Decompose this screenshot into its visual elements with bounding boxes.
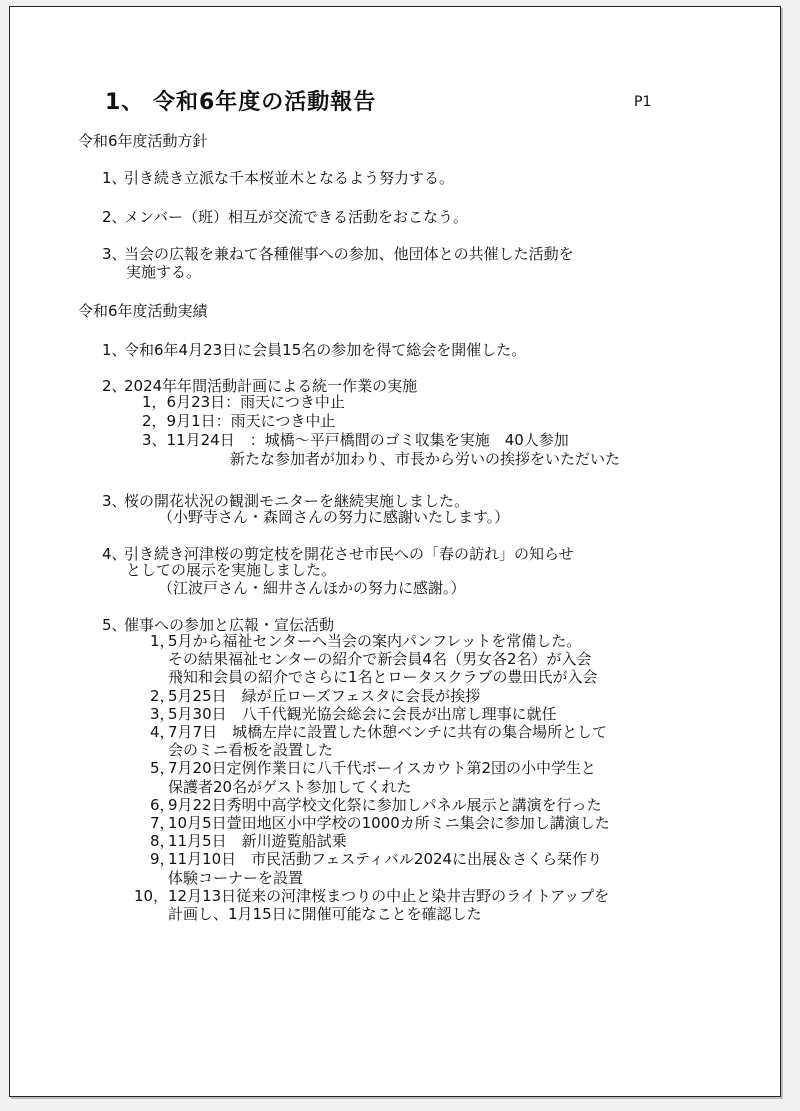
line-text: 7月7日 城橋左岸に設置した休憩ベンチに共有の集合場所として (168, 723, 608, 741)
line-text: 9月22日秀明中高学校文化祭に参加しパネル展示と講演を行った (168, 795, 602, 814)
results-item-5-line (168, 869, 303, 887)
results-item-5-line (150, 705, 557, 723)
results-item-2-sub-3: 3、11月24日 ：城橋～平戸橋間のゴミ収集を実施 40人参加 (142, 431, 569, 449)
results-item-5-line (150, 832, 347, 850)
results-item-1 (102, 339, 526, 360)
line-number: 2， (150, 686, 175, 705)
line-text: 11月5日 新川遊覧船試乗 (168, 832, 347, 851)
results-item-5-line (150, 687, 480, 705)
results-item-2-sub-1: 1，6月23日：雨天につき中止 (142, 393, 345, 411)
results-item-4-continuation: としての展示を実施しました。 (126, 561, 337, 579)
line-text: 保護者20名がゲスト参加してくれた (168, 777, 412, 796)
results-item-5-line (150, 723, 607, 741)
item-number: 2、 (102, 208, 127, 226)
policy-item-3-continuation: 実施する。 (126, 263, 202, 281)
results-item-3-note: （小野寺さん・森岡さんの努力に感謝いたします。） (158, 508, 510, 526)
results-item-5-line (150, 759, 596, 777)
line-text: 会のミニ看板を設置した (168, 741, 334, 760)
item-text: 引き続き河津桜の剪定枝を開花させ市民への「春の訪れ」の知らせ (124, 545, 574, 563)
item-text: 引き続き立派な千本桜並木となるよう努力する。 (124, 169, 455, 187)
results-item-5-line (168, 778, 412, 796)
item-number: 2、 (102, 377, 127, 395)
policy-item-3 (102, 243, 574, 264)
line-text: 12月13日従来の河津桜まつりの中止と染井吉野のライトアップを (168, 886, 610, 905)
item-number: 4、 (102, 545, 127, 563)
item-number: 3、 (102, 245, 127, 263)
results-item-5-line (168, 650, 592, 668)
line-text: 体験コーナーを設置 (168, 868, 304, 887)
results-item-2-sub-2: 2，9月1日：雨天につき中止 (142, 412, 336, 430)
line-number: 10， (134, 886, 169, 905)
line-text: 10月5日萱田地区小中学校の1000カ所ミニ集会に参加し講演した (168, 814, 610, 832)
line-number: 8， (150, 832, 175, 851)
line-number: 3， (150, 704, 175, 723)
page-number: P1 (634, 94, 652, 110)
line-text: 計画し、1月15日に開催可能なことを確認した (168, 905, 482, 923)
document-page (9, 6, 781, 1097)
policy-item-1 (102, 167, 454, 188)
line-text: 11月10日 市民活動フェスティバル2024に出展＆さくら栞作り (168, 850, 603, 869)
line-number: 7， (150, 814, 175, 832)
item-text: 催事への参加と広報・宣伝活動 (124, 616, 335, 634)
policy-heading: 令和6年度活動方針 (78, 132, 208, 150)
item-number: 3、 (102, 492, 127, 510)
line-text: その結果福祉センターの紹介で新会員4名（男女各2名）が入会 (168, 650, 592, 669)
results-item-2-sub-3-continuation: 新たな参加者が加わり、市長から労いの挨拶をいただいた (230, 450, 621, 468)
item-number: 1、 (102, 169, 127, 187)
line-text: 5月から福祉センターへ当会の案内パンフレットを常備した。 (168, 632, 582, 650)
line-text: 5月25日 緑が丘ローズフェスタに会長が挨拶 (168, 686, 481, 705)
results-item-5-line (168, 668, 598, 686)
item-number: 1、 (102, 341, 127, 359)
item-text: 2024年年間活動計画による統一作業の実施 (124, 377, 418, 395)
results-item-5-line (134, 887, 609, 905)
line-text: 飛知和会員の紹介でさらに1名とロータスクラブの豊田氏が入会 (168, 668, 598, 687)
line-text: 7月20日定例作業日に八千代ボーイスカウト第2団の小中学生と (168, 759, 597, 778)
item-text: 桜の開花状況の観測モニターを継続実施しました。 (124, 492, 470, 510)
item-number: 5、 (102, 616, 127, 634)
line-number: 1， (150, 632, 175, 650)
policy-item-2 (102, 206, 468, 227)
line-number: 6， (150, 795, 175, 814)
results-item-5-line (150, 814, 610, 832)
results-item-5-line (150, 796, 602, 814)
item-text: メンバー（班）相互が交流できる活動をおこなう。 (124, 208, 468, 226)
results-item-5-line (168, 905, 482, 923)
results-item-5-line (150, 632, 581, 650)
line-number: 5， (150, 759, 175, 778)
results-item-5-line (150, 850, 602, 868)
page-title: 1、 令和6年度の活動報告 (105, 90, 377, 115)
item-text: 当会の広報を兼ねて各種催事への参加、他団体との共催した活動を (124, 245, 574, 263)
results-item-4-note: （江波戸さん・細井さんほかの努力に感謝。） (158, 579, 466, 597)
line-number: 4， (150, 723, 175, 741)
results-heading: 令和6年度活動実績 (78, 302, 208, 320)
item-text: 令和6年4月23日に会員15名の参加を得て総会を開催した。 (124, 341, 527, 359)
line-text: 5月30日 八千代観光協会総会に会長が出席し理事に就任 (168, 704, 557, 723)
line-number: 9， (150, 850, 175, 869)
results-item-5-line (168, 741, 333, 759)
